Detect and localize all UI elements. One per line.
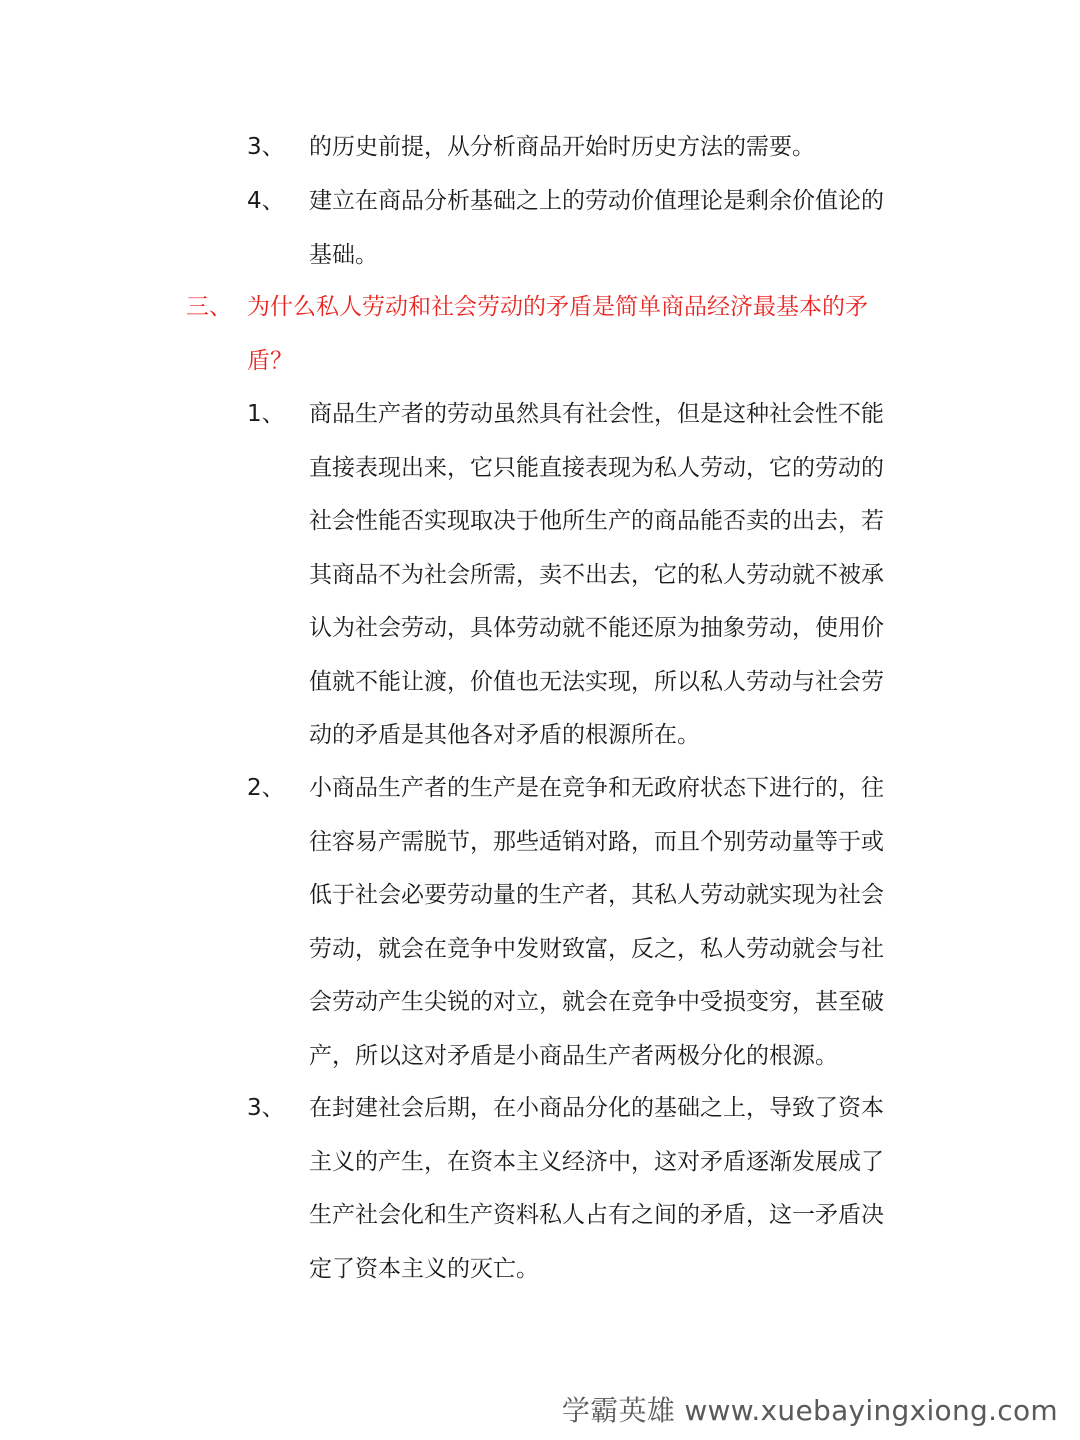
point-text: 在封建社会后期，在小商品分化的基础之上，导致了资本主义的产生，在资本主义经济中，这对矛盾逐渐发展成了生产社会化和生产资料私人占有之间的矛盾，这一矛盾决定了资本主义的灭亡。 <box>309 1095 884 1282</box>
list-item-text: 的历史前提，从分析商品开始时历史方法的需要。 <box>309 134 815 160</box>
point-number: 1、 <box>247 401 285 427</box>
section-number: 三、 <box>186 294 232 320</box>
point-text: 小商品生产者的生产是在竞争和无政府状态下进行的，往往容易产需脱节，那些适销对路，而且个别劳动量等于或低于社会必要劳动量的生产者，其私人劳动就实现为社会劳动，就会在竞争中发财致富，反之，私人劳动就会与社会劳动产生尖锐的对立，就会在竞争中受损变穷，甚至破产，所以这对矛盾是小商品生产者两极分化的根源。 <box>309 775 884 1069</box>
list-item-text: 建立在商品分析基础之上的劳动价值理论是剩余价值论的基础。 <box>309 188 884 268</box>
point-number: 3、 <box>247 1095 285 1121</box>
list-item-number: 4、 <box>247 188 285 214</box>
watermark-footer: 学霸英雄 www.xuebayingxiong.com <box>561 1394 1058 1427</box>
list-item-number: 3、 <box>247 134 285 160</box>
point-text: 商品生产者的劳动虽然具有社会性，但是这种社会性不能直接表现出来，它只能直接表现为私人劳动，它的劳动的社会性能否实现取决于他所生产的商品能否卖的出去，若其商品不为社会所需，卖不出去，它的私人劳动就不被承认为社会劳动，具体劳动就不能还原为抽象劳动，使用价值就不能让渡，价值也无法实现，所以私人劳动与社会劳动的矛盾是其他各对矛盾的根源所在。 <box>309 401 884 748</box>
point-number: 2、 <box>247 775 285 801</box>
section-title: 为什么私人劳动和社会劳动的矛盾是简单商品经济最基本的矛盾？ <box>247 294 868 374</box>
